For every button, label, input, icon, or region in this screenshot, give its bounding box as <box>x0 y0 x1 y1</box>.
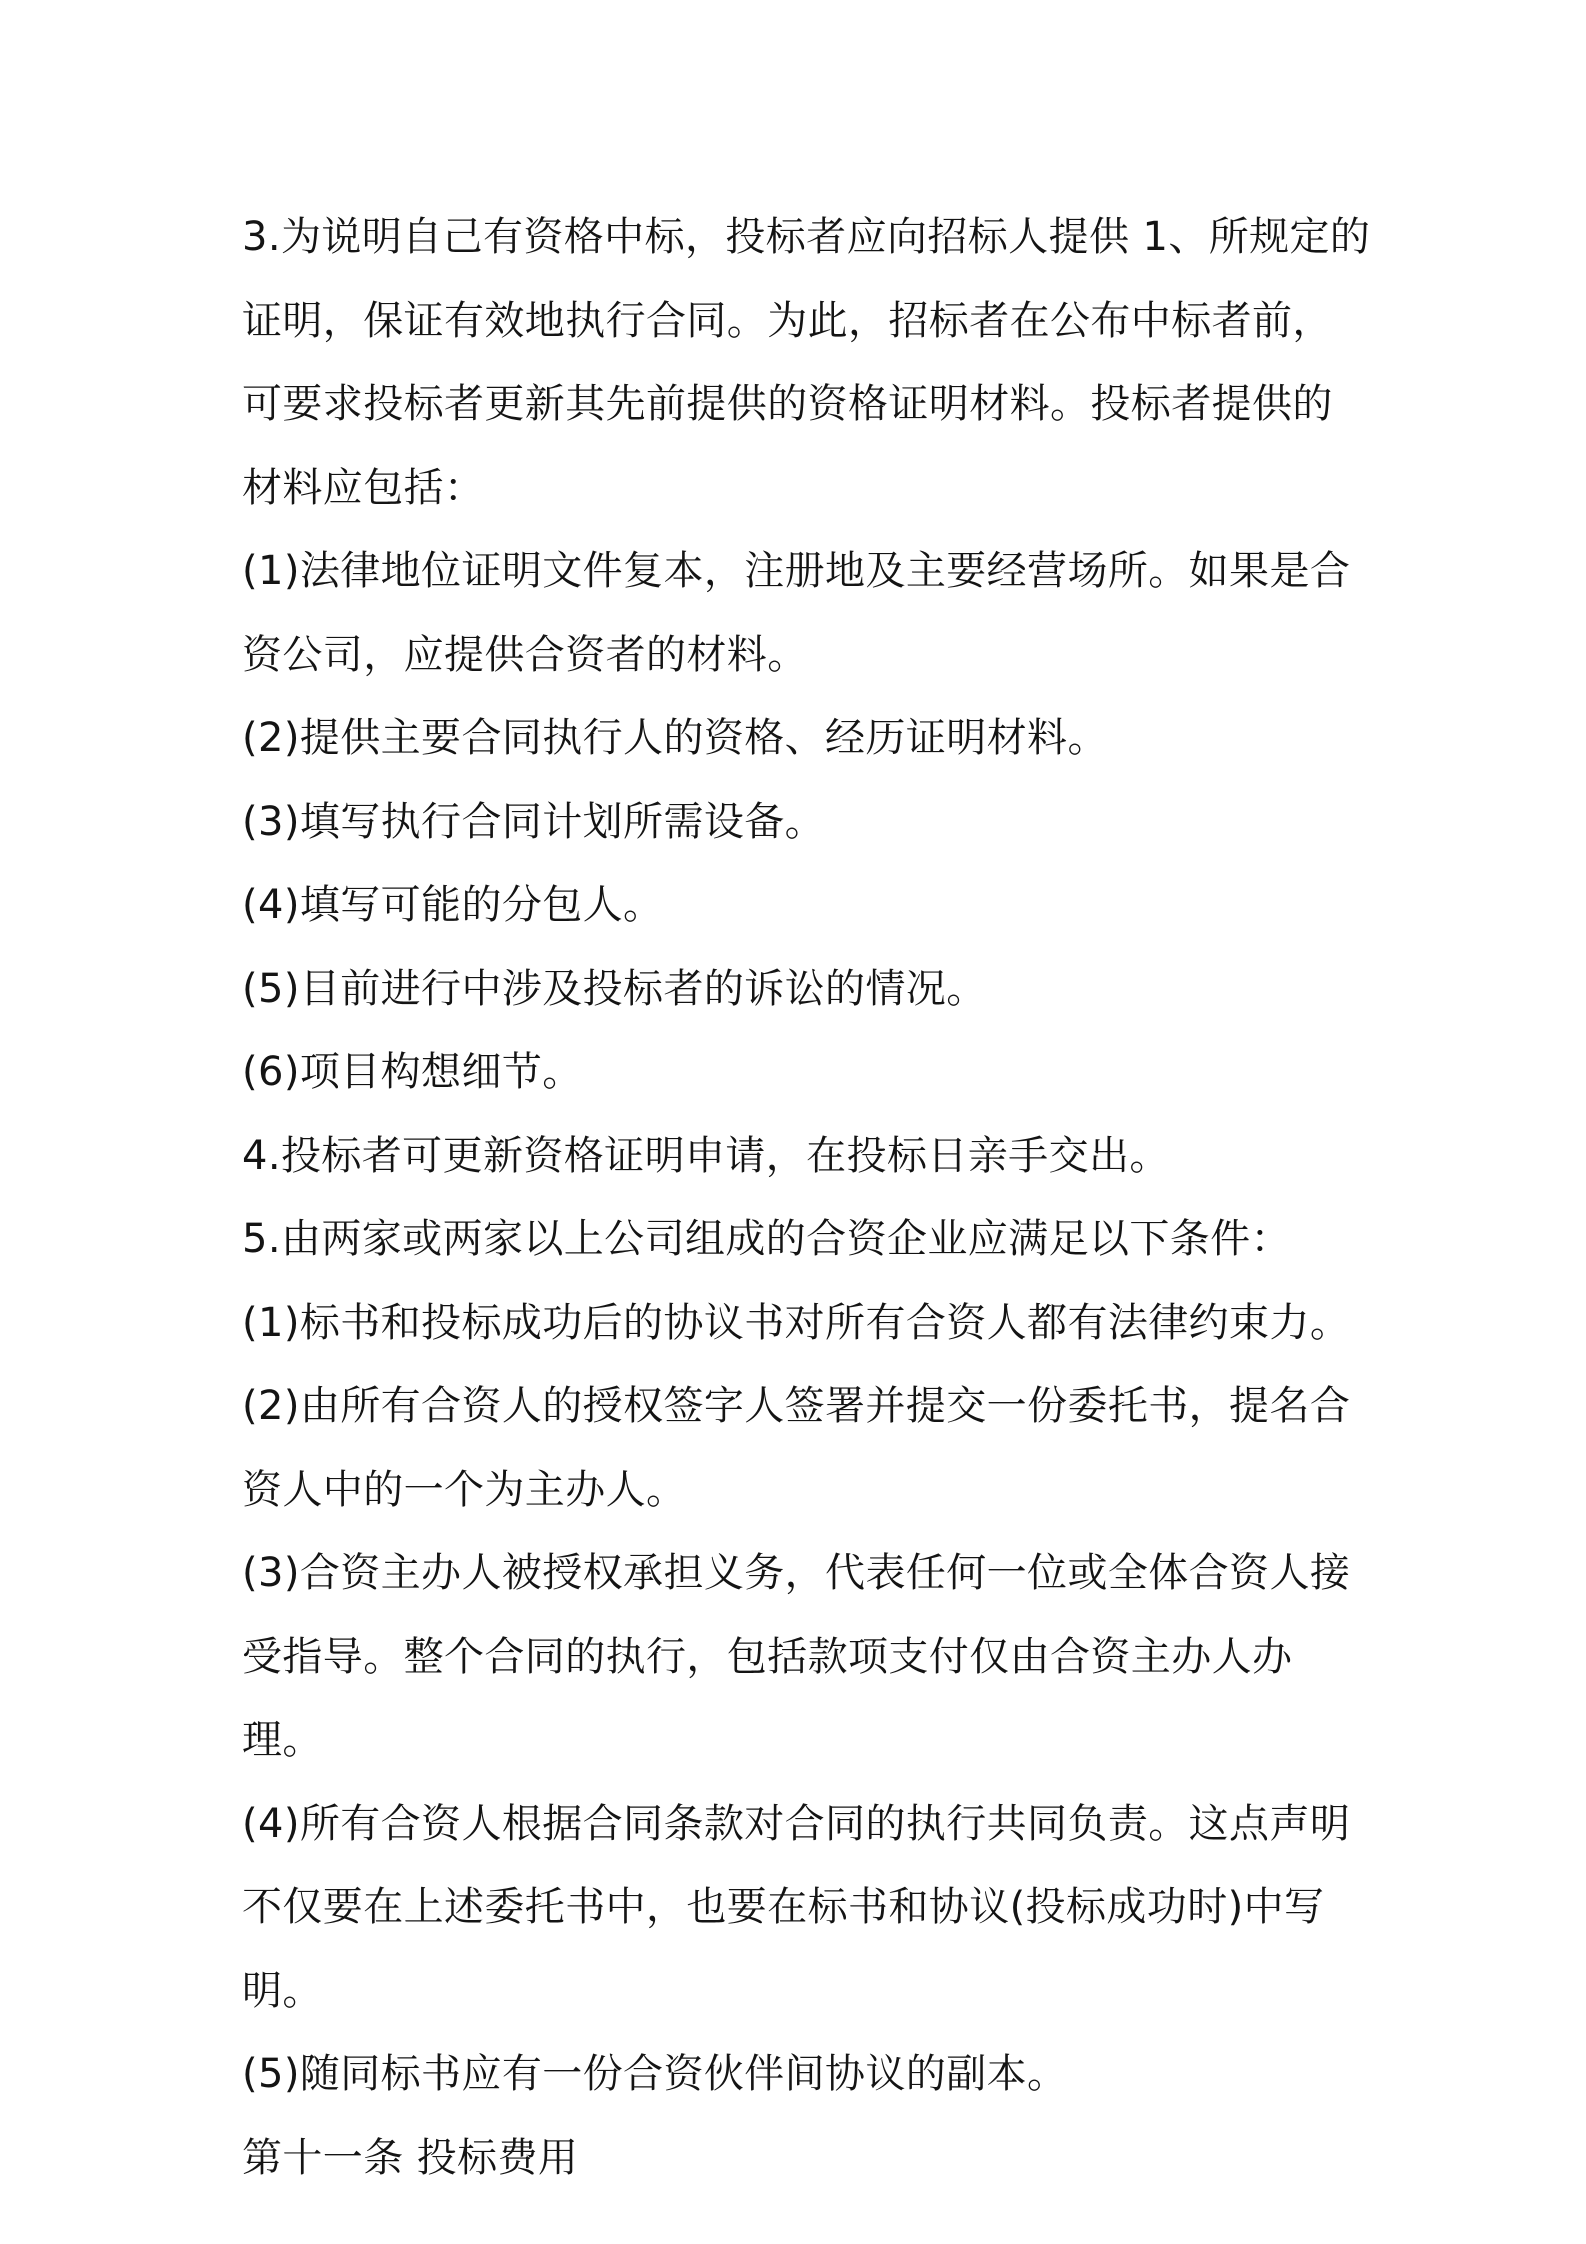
paragraph-jv-item-5-agreement-copy: (5)随同标书应有一份合资伙伴间协议的副本。 <box>242 2051 1068 2097</box>
document-body <box>242 196 1372 2200</box>
paragraph-qualification-proof: 3.为说明自己有资格中标，投标者应向招标人提供 1、所规定的证明，保证有效地执行合同。为此，招标者在公布中标者前，可要求投标者更新其先前提供的资格证明材料。投标者提供的材料应包括： <box>242 214 1371 511</box>
paragraph-item-2-executor-qualification: (2)提供主要合同执行人的资格、经历证明材料。 <box>242 715 1108 761</box>
paragraph-item-4-subcontractors: (4)填写可能的分包人。 <box>242 882 664 928</box>
paragraph-update-application: 4.投标者可更新资格证明申请，在投标日亲手交出。 <box>242 1132 1170 1179</box>
section-heading-article-11: 第十一条 投标费用 <box>242 2134 579 2181</box>
paragraph-item-1-legal-status: (1)法律地位证明文件复本，注册地及主要经营场所。如果是合资公司，应提供合资者的材料。 <box>242 548 1351 678</box>
paragraph-item-6-project-concept: (6)项目构想细节。 <box>242 1049 583 1095</box>
paragraph-jv-item-1-binding: (1)标书和投标成功后的协议书对所有合资人都有法律约束力。 <box>242 1299 1351 1346</box>
paragraph-jv-item-3-lead-partner: (3)合资主办人被授权承担义务，代表任何一位或全体合资人接受指导。整个合同的执行，包括款项支付仅由合资主办人办理。 <box>242 1550 1351 1763</box>
paragraph-joint-venture-conditions: 5.由两家或两家以上公司组成的合资企业应满足以下条件： <box>242 1216 1291 1262</box>
paragraph-item-3-equipment: (3)填写执行合同计划所需设备。 <box>242 798 826 845</box>
paragraph-jv-item-2-power-of-attorney: (2)由所有合资人的授权签字人签署并提交一份委托书，提名合资人中的一个为主办人。 <box>242 1383 1351 1513</box>
paragraph-jv-item-4-joint-liability: (4)所有合资人根据合同条款对合同的执行共同负责。这点声明不仅要在上述委托书中，也要在标书和协议(投标成功时)中写明。 <box>242 1800 1351 2014</box>
paragraph-item-5-litigation: (5)目前进行中涉及投标者的诉讼的情况。 <box>242 965 987 1012</box>
